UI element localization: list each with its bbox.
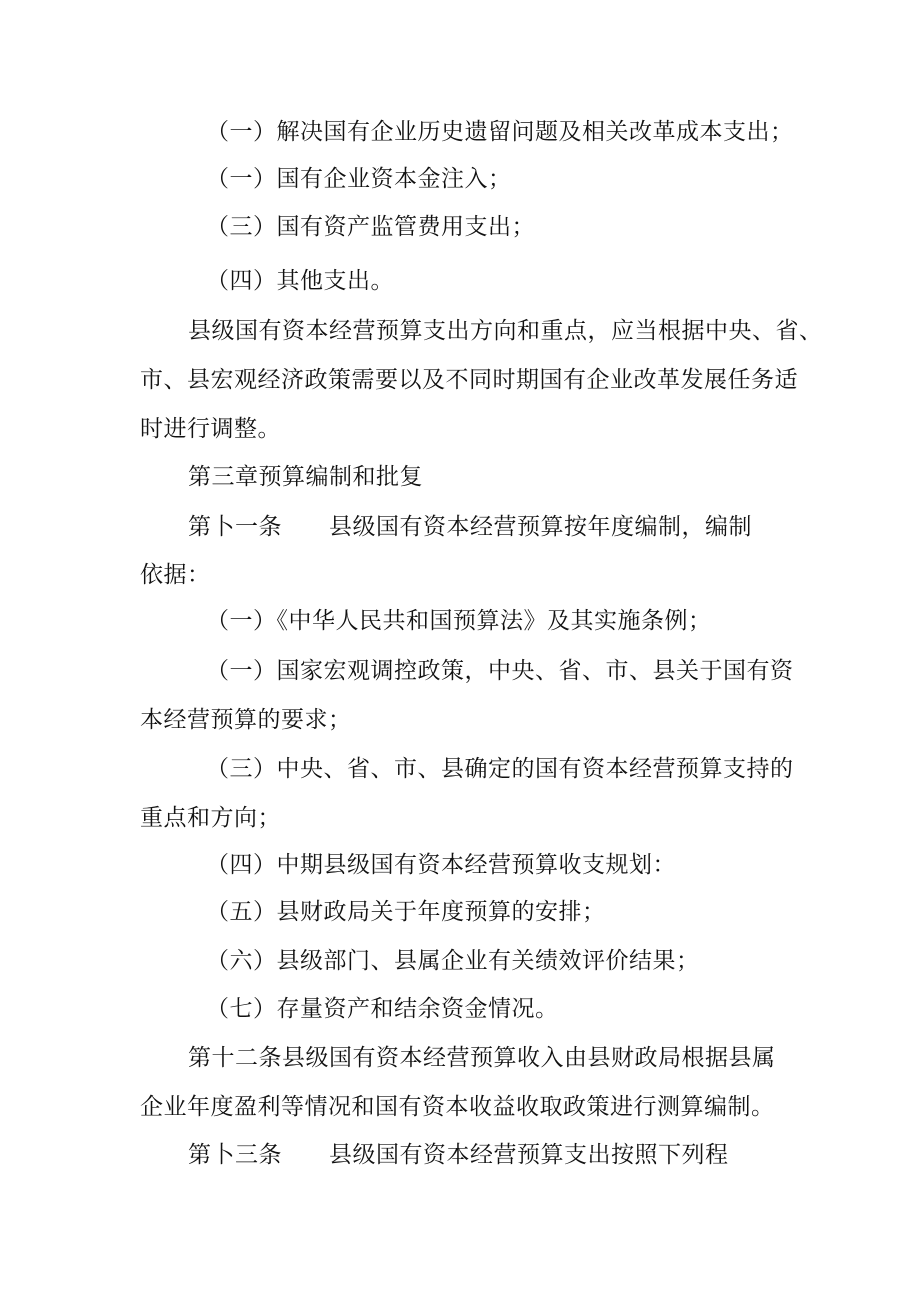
text-line: （三）国有资产监管费用支出；	[206, 214, 535, 240]
text-line: 第卜一条 县级国有资本经营预算按年度编制，编制	[188, 514, 752, 540]
text-line: （一）国有企业资本金注入；	[206, 166, 512, 192]
text-line: （六）县级部门、县属企业有关绩效评价结果；	[206, 948, 700, 974]
text-line: 时进行调整。	[140, 416, 281, 442]
text-line: （七）存量资产和结余资金情况。	[206, 996, 559, 1022]
text-line: （四）中期县级国有资本经营预算收支规划：	[206, 852, 676, 878]
text-line: （一）《中华人民共和国预算法》及其实施条例；	[206, 608, 712, 634]
section-heading: 第三章预算编制和批复	[188, 464, 423, 490]
text-line: 重点和方向；	[140, 805, 281, 831]
text-line: （一）解决国有企业历史遗留问题及相关改革成本支出；	[206, 119, 794, 145]
text-line: 第卜三条 县级国有资本经营预算支出按照下列程	[188, 1142, 729, 1168]
text-line: 依据：	[140, 562, 211, 588]
text-line: （四）其他支出。	[206, 268, 394, 294]
text-line: 企业年度盈利等情况和国有资本收益收取政策进行测算编制。	[140, 1094, 775, 1120]
text-line: 第十二条县级国有资本经营预算收入由县财政局根据县属	[188, 1045, 776, 1071]
text-line: （一）国家宏观调控政策，中央、省、市、县关于国有资	[206, 658, 794, 684]
text-line: 县级国有资本经营预算支出方向和重点，应当根据中央、省、	[188, 318, 823, 344]
text-line: 本经营预算的要求；	[140, 707, 352, 733]
text-line: （五）县财政局关于年度预算的安排；	[206, 899, 606, 925]
text-line: （三）中央、省、市、县确定的国有资本经营预算支持的	[206, 756, 794, 782]
text-line: 市、县宏观经济政策需要以及不同时期国有企业改革发展任务适	[140, 367, 798, 393]
